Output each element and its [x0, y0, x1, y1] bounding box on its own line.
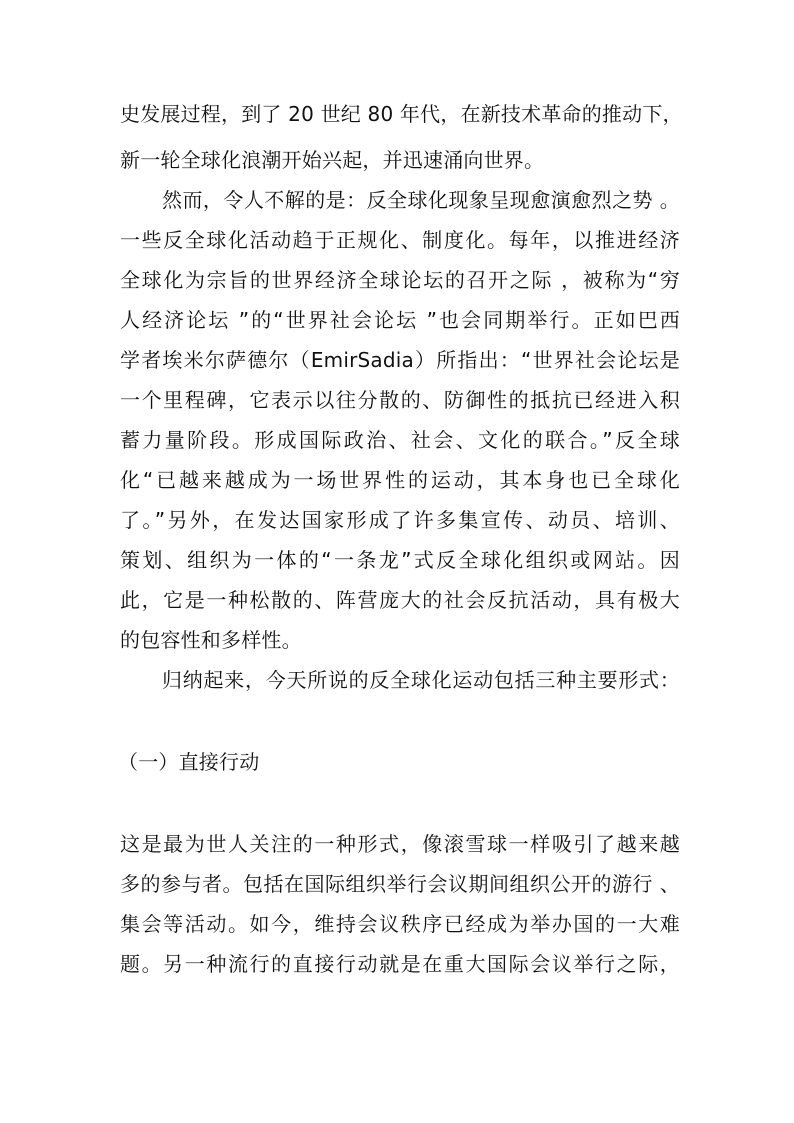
paragraph-line: 集会等活动。如今，维持会议秩序已经成为举办国的一大难 — [120, 912, 680, 936]
paragraph-line: 策划、组织为一体的“一条龙”式反全球化组织或网站。因 — [120, 548, 680, 572]
paragraph-line: 全球化为宗旨的世界经济全球论坛的召开之际 ，被称为“穷 — [120, 268, 680, 292]
paragraph-line: 归纳起来，今天所说的反全球化运动包括三种主要形式： — [162, 668, 680, 692]
paragraph-line: 学者埃米尔萨德尔（EmirSadia）所指出：“世界社会论坛是 — [120, 348, 680, 372]
paragraph-line: 一些反全球化活动趋于正规化、制度化。每年，以推进经济 — [120, 228, 680, 252]
paragraph-line: 人经济论坛 ”的“世界社会论坛 ”也会同期举行。正如巴西 — [120, 308, 680, 332]
paragraph-line: 了。”另外，在发达国家形成了许多集宣传、动员、培训、 — [120, 508, 680, 532]
paragraph-line: 史发展过程，到了 20 世纪 80 年代，在新技术革命的推动下， — [120, 102, 683, 126]
paragraph-line: 新一轮全球化浪潮开始兴起，并迅速涌向世界。 — [120, 148, 545, 172]
paragraph-line: 此，它是一种松散的、阵营庞大的社会反抗活动，具有极大 — [120, 588, 680, 612]
paragraph-line: 的包容性和多样性。 — [120, 628, 302, 652]
paragraph-line: 题。另一种流行的直接行动就是在重大国际会议举行之际， — [120, 952, 680, 976]
paragraph-line: 化“已越来越成为一场世界性的运动，其本身也已全球化 — [120, 468, 680, 492]
paragraph-line: 多的参与者。包括在国际组织举行会议期间组织公开的游行 、 — [120, 872, 680, 896]
section-heading: （一）直接行动 — [118, 750, 260, 774]
paragraph-line: 一个里程碑，它表示以往分散的、防御性的抵抗已经进入积 — [120, 388, 680, 412]
paragraph-line: 然而，令人不解的是：反全球化现象呈现愈演愈烈之势 。 — [162, 188, 680, 212]
paragraph-line: 这是最为世人关注的一种形式，像滚雪球一样吸引了越来越 — [120, 832, 680, 856]
paragraph-line: 蓄力量阶段。形成国际政治、社会、文化的联合。”反全球 — [120, 428, 680, 452]
